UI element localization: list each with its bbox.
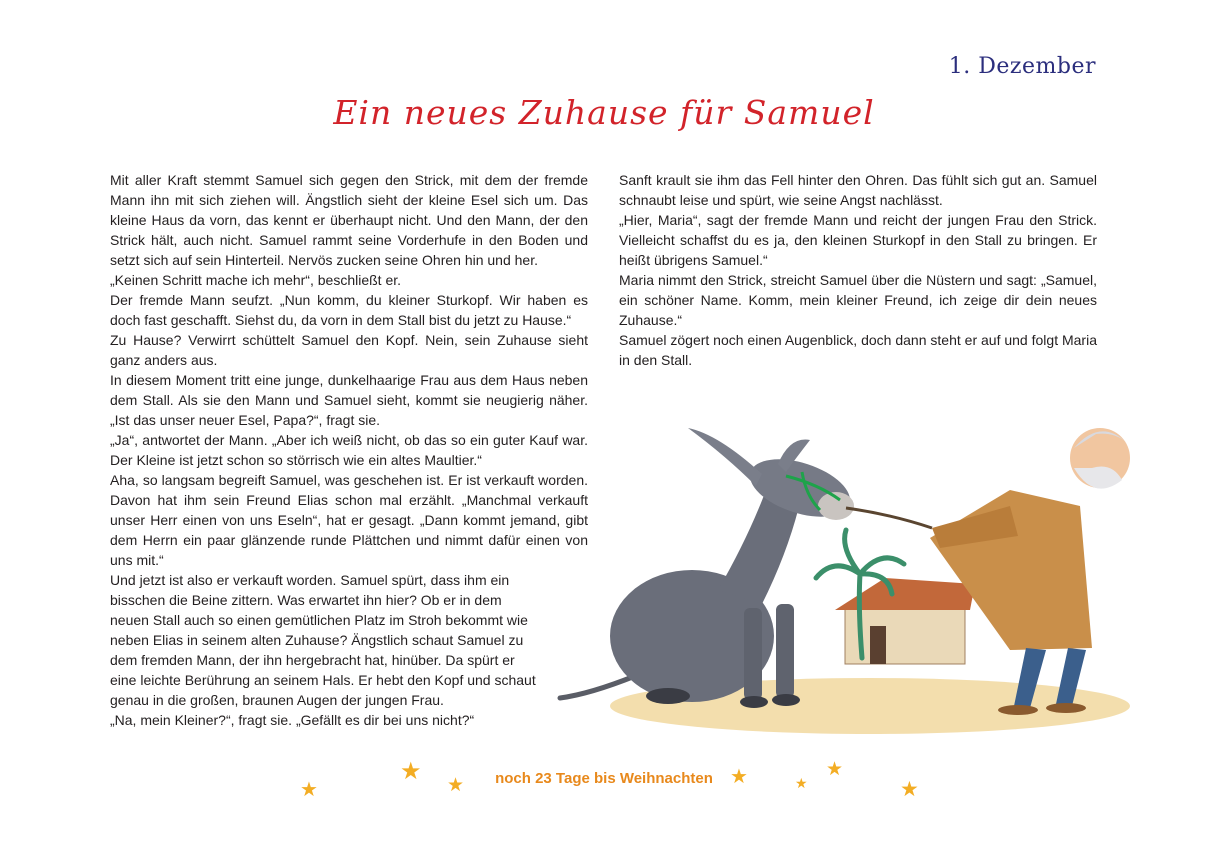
star-icon: ★	[400, 758, 422, 785]
story-paragraph: Der fremde Mann seufzt. „Nun komm, du kleiner Sturkopf. Wir haben es doch fast geschafft. Siehst du, da vorn in dem Stall bist du jetzt zu Hause.“	[110, 292, 588, 328]
christmas-countdown: noch 23 Tage bis Weihnachten	[495, 770, 713, 787]
donkey-hoof	[772, 694, 800, 706]
star-icon: ★	[826, 759, 844, 780]
donkey-leg	[776, 604, 794, 698]
story-paragraph: „Na, mein Kleiner?“, fragt sie. „Gefällt es dir bei uns nicht?“	[110, 712, 475, 728]
story-paragraph: „Keinen Schritt mache ich mehr“, beschließt er.	[110, 272, 402, 288]
house-door	[870, 626, 886, 664]
story-column-right	[619, 170, 1097, 370]
story-paragraph: Aha, so langsam begreift Samuel, was geschehen ist. Er ist verkauft worden. Davon hat ihm sein Freund Elias schon mal erzählt. „Manchmal verkauft unser Herr einen von uns Eseln“, hat er gesagt. „Dann kommt jemand, gibt dem Herrn ein paar glänzende runde Plättchen und nimmt dafür einen von uns mit.“	[110, 472, 588, 568]
story-paragraph: Sanft krault sie ihm das Fell hinter den Ohren. Das fühlt sich gut an. Samuel schnaubt leise und spürt, wie seine Angst nachlässt.	[619, 172, 1097, 208]
man-sandal	[1046, 703, 1086, 713]
rope	[846, 508, 932, 528]
story-paragraph: Und jetzt ist also er verkauft worden. Samuel spürt, dass ihm ein bisschen die Beine zittern. Was erwartet ihn hier? Ob er in dem neuen Stall auch so einen gemütlichen Platz im Stroh bekommt wie neben Elias in seinem alten Zuhause? Ängstlich schaut Samuel zu dem fremden Mann, der ihn hergebracht hat, hinüber. Da spürt er eine leichte Berührung an seinem Hals. Er hebt den Kopf und schaut genau in die großen, braunen Augen der jungen Frau.	[110, 572, 536, 708]
story-paragraph: Zu Hause? Verwirrt schüttelt Samuel den Kopf. Nein, sein Zuhause sieht ganz anders aus.	[110, 332, 588, 368]
date-heading: 1. Dezember	[948, 54, 1096, 79]
story-paragraph: „Hier, Maria“, sagt der fremde Mann und reicht der jungen Frau den Strick. Vielleicht schaffst du es ja, den kleinen Sturkopf in den Stall zu bringen. Er heißt übrigens Samuel.“	[619, 212, 1097, 268]
story-paragraph: „Ja“, antwortet der Mann. „Aber ich weiß nicht, ob das so ein guter Kauf war. Der Kleine ist jetzt schon so störrisch wie ein altes Maultier.“	[110, 432, 588, 468]
donkey-leg	[744, 608, 762, 700]
donkey-tail	[560, 676, 635, 698]
story-paragraph: Samuel zögert noch einen Augenblick, doch dann steht er auf und folgt Maria in den Stall.	[619, 332, 1097, 368]
story-paragraph: Maria nimmt den Strick, streicht Samuel über die Nüstern und sagt: „Samuel, ein schöner Name. Komm, mein kleiner Freund, ich zeige dir dein neues Zuhause.“	[619, 272, 1097, 328]
star-icon: ★	[730, 766, 748, 788]
donkey-illustration	[540, 398, 1130, 748]
star-icon: ★	[900, 778, 919, 801]
story-paragraph: Mit aller Kraft stemmt Samuel sich gegen den Strick, mit dem der fremde Mann ihn mit sich ziehen will. Ängstlich sieht der kleine Esel sich um. Das kleine Haus da vorn, das kennt er überhaupt nicht. Und den Mann, der den Strick hält, auch nicht. Samuel rammt seine Vorderhufe in den Boden und setzt sich auf sein Hinterteil. Nervös zucken seine Ohren hin und her.	[110, 172, 588, 268]
donkey-hind-hoof	[646, 688, 690, 704]
story-paragraph: In diesem Moment tritt eine junge, dunkelhaarige Frau aus dem Haus neben dem Stall. Als sie den Mann und Samuel sieht, kommt sie neugierig näher. „Ist das unser neuer Esel, Papa?“, fragt sie.	[110, 372, 588, 428]
star-icon: ★	[447, 775, 465, 796]
donkey-ear	[688, 428, 762, 486]
man-sandal	[998, 705, 1038, 715]
star-icon: ★	[300, 779, 318, 801]
story-column-left	[110, 170, 588, 730]
donkey-hoof	[740, 696, 768, 708]
house-roof	[835, 578, 975, 610]
story-title: Ein neues Zuhause für Samuel	[333, 93, 875, 132]
star-icon: ★	[795, 775, 808, 791]
